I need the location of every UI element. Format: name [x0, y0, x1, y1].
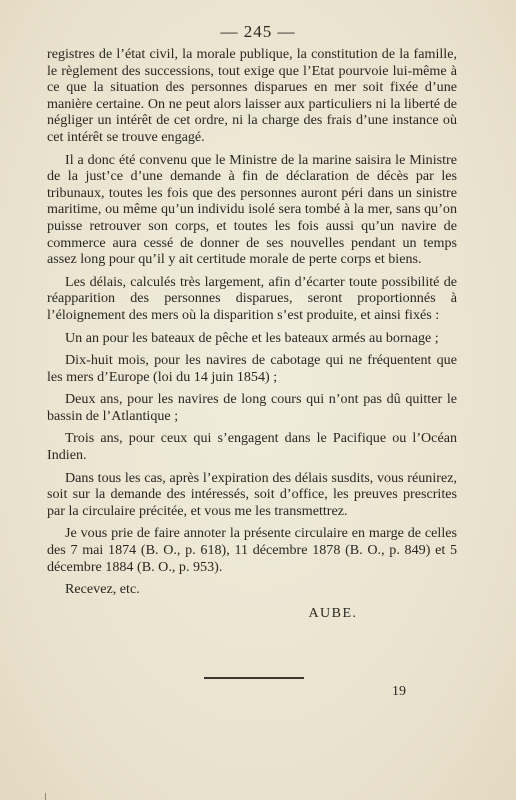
- paragraph: Les délais, calculés très largement, afin d’écarter toute possibilité de réapparition des personnes disparues, seront proportionnés à l’éloignement des mers où la disparition s’est produite, et ainsi fixés :: [47, 273, 457, 323]
- paragraph: Trois ans, pour ceux qui s’engagent dans le Pacifique ou l’Océan Indien.: [47, 430, 457, 464]
- paragraph: registres de l’état civil, la morale publique, la constitution de la famille, le règlement des successions, tout exige que l’Etat pourvoie lui-même à ce que la situation des personnes disparues en mer soit fixée d’une manière certaine. On ne peut alors laisser aux particuliers ni la liberté de négliger un intérêt de cet ordre, ni la charge des frais d’une instance où cet intérêt se trouve engagé.: [47, 46, 457, 145]
- paragraph: Dix-huit mois, pour les navires de cabotage qui ne fréquentent que les mers d’Europe (loi du 14 juin 1854) ;: [47, 352, 457, 385]
- page-edge-mark: [45, 793, 46, 800]
- divider-rule: [204, 677, 304, 679]
- paragraph: Je vous prie de faire annoter la présente circulaire en marge de celles des 7 mai 1874 (B. O., p. 618), 11 décembre 1878 (B. O., p. 849) et 5 décembre 1884 (B. O., p. 953).: [47, 525, 457, 575]
- sheet-number: 19: [392, 684, 406, 699]
- body-text: [47, 46, 457, 604]
- paragraph: Deux ans, pour les navires de long cours qui n’ont pas dû quitter le bassin de l’Atlantique ;: [47, 391, 457, 424]
- paragraph: Un an pour les bateaux de pêche et les bateaux armés au bornage ;: [65, 329, 439, 346]
- page-number: — 245 —: [220, 22, 296, 41]
- signature: AUBE.: [308, 606, 358, 621]
- paragraph: Dans tous les cas, après l’expiration des délais susdits, vous réunirez, soit sur la demande des intéressés, soit d’office, les preuves prescrites par la circulaire précitée, et vous me les transmettrez.: [47, 469, 457, 519]
- paragraph: Il a donc été convenu que le Ministre de la marine saisira le Ministre de la just’ce d’une demande à fin de déclaration de décès par les tribunaux, toutes les fois que des personnes auront péri dans un sinistre maritime, ou même qu’un individu isolé sera tombé à la mer, sans qu’on puisse retrouver son corps, et toutes les fois aussi qu’un navire de commerce aura cessé de donner de ses nouvelles pendant un temps assez long pour qu’il y ait certitude morale de perte corps et biens.: [47, 151, 457, 268]
- paragraph: Recevez, etc.: [65, 581, 140, 598]
